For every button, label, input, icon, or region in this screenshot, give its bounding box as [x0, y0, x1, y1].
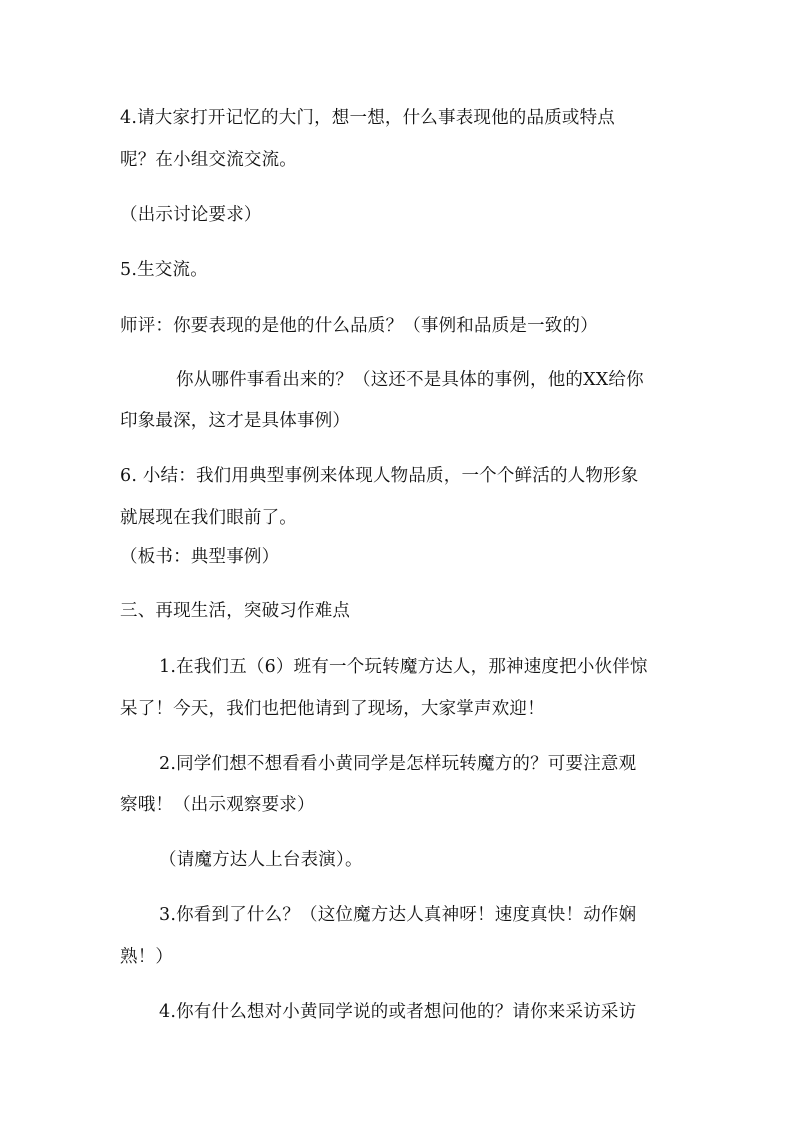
- text-line-teacher-question-cont: 印象最深，这才是具体事例）: [120, 411, 351, 431]
- text-line-discussion-note: （出示讨论要求）: [120, 205, 262, 225]
- text-line-item-3: 3.你看到了什么？（这位魔方达人真神呀！速度真快！动作娴: [159, 905, 637, 925]
- text-line-teacher-question: 你从哪件事看出来的？（这还不是具体的事例，他的XX给你: [176, 370, 644, 390]
- text-line-step-5: 5.生交流。: [120, 260, 208, 280]
- text-line-item-2: 2.同学们想不想看看小黄同学是怎样玩转魔方的？可要注意观: [159, 754, 637, 774]
- text-line-board-note: （板书：典型事例）: [120, 547, 280, 567]
- text-line-performance-note: （请魔方达人上台表演）。: [159, 850, 363, 870]
- text-line-step-4: 4.请大家打开记忆的大门，想一想，什么事表现他的品质或特点: [120, 108, 615, 128]
- text-line-item-2-cont: 察哦！（出示观察要求）: [120, 795, 315, 815]
- text-line-item-1-cont: 呆了！今天，我们也把他请到了现场，大家掌声欢迎！: [120, 699, 545, 719]
- text-line-teacher-comment: 师评：你要表现的是他的什么品质？（事例和品质是一致的）: [120, 316, 598, 336]
- text-line-step-6-summary: 6. 小结：我们用典型事例来体现人物品质，一个个鲜活的人物形象: [120, 466, 639, 486]
- text-line-step-6-cont: 就展现在我们眼前了。: [120, 508, 297, 528]
- text-line-item-4: 4.你有什么想对小黄同学说的或者想问他的？请你来采访采访: [159, 1002, 637, 1022]
- text-line-item-3-cont: 熟！）: [120, 947, 174, 967]
- text-line-step-4-cont: 呢？在小组交流交流。: [120, 150, 297, 170]
- text-line-item-1: 1.在我们五（6）班有一个玩转魔方达人，那神速度把小伙伴惊: [159, 657, 648, 677]
- section-heading-three: 三、再现生活，突破习作难点: [120, 601, 351, 621]
